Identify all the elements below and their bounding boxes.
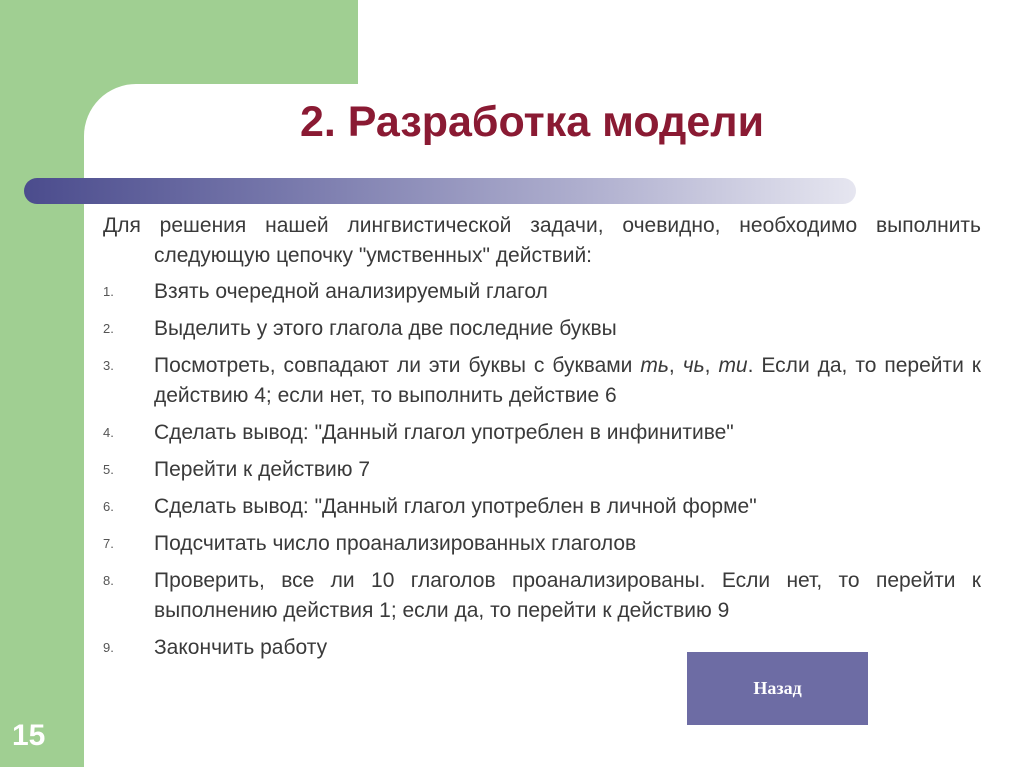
slide-title: 2. Разработка модели (300, 98, 765, 146)
slide-number: 15 (12, 719, 46, 752)
step-number: 8. (103, 573, 114, 588)
step-number: 6. (103, 499, 114, 514)
step-text: Выделить у этого глагола две последние буквы (154, 317, 617, 340)
back-button[interactable]: Назад (687, 652, 868, 725)
step-number: 4. (103, 425, 114, 440)
slide-body (103, 211, 981, 670)
list-item (103, 277, 981, 307)
list-item (103, 418, 981, 448)
step-emphasis: ть (640, 354, 669, 377)
step-text: Перейти к действию 7 (154, 458, 370, 481)
step-number: 1. (103, 284, 114, 299)
steps-list (103, 277, 981, 663)
step-text: Сделать вывод: "Данный глагол употреблен в инфинитиве" (154, 421, 734, 444)
list-item (103, 314, 981, 344)
step-text: Проверить, все ли 10 глаголов проанализированы. Если нет, то перейти к выполнению действия 1; если да, то перейти к действию 9 (154, 569, 981, 622)
step-text: Сделать вывод: "Данный глагол употреблен в личной форме" (154, 495, 757, 518)
step-separator: , (668, 354, 683, 377)
step-emphasis: чь (682, 354, 705, 377)
step-number: 5. (103, 462, 114, 477)
step-number: 3. (103, 358, 114, 373)
list-item (103, 566, 981, 626)
step-emphasis: ти (718, 354, 748, 377)
step-number: 7. (103, 536, 114, 551)
step-separator: , (704, 354, 719, 377)
step-text-end: . Если да, то перейти к действию 4; если нет, то выполнить действие 6 (154, 354, 981, 407)
step-number: 9. (103, 640, 114, 655)
step-text: Взять очередной анализируемый глагол (154, 280, 548, 303)
title-underline-bar (24, 178, 856, 204)
step-text: Закончить работу (154, 636, 328, 659)
green-left-strip (0, 0, 84, 767)
list-item (103, 492, 981, 522)
list-item (103, 529, 981, 559)
intro-text: Для решения нашей лингвистической задачи, очевидно, необходимо выполнить следующую цепочку "умственных" действий: (103, 214, 981, 267)
list-item (103, 455, 981, 485)
list-item (103, 351, 981, 411)
step-text: Подсчитать число проанализированных глаголов (154, 532, 637, 555)
step-text-start: Посмотреть, совпадают ли эти буквы с буквами (154, 354, 641, 377)
step-number: 2. (103, 321, 114, 336)
